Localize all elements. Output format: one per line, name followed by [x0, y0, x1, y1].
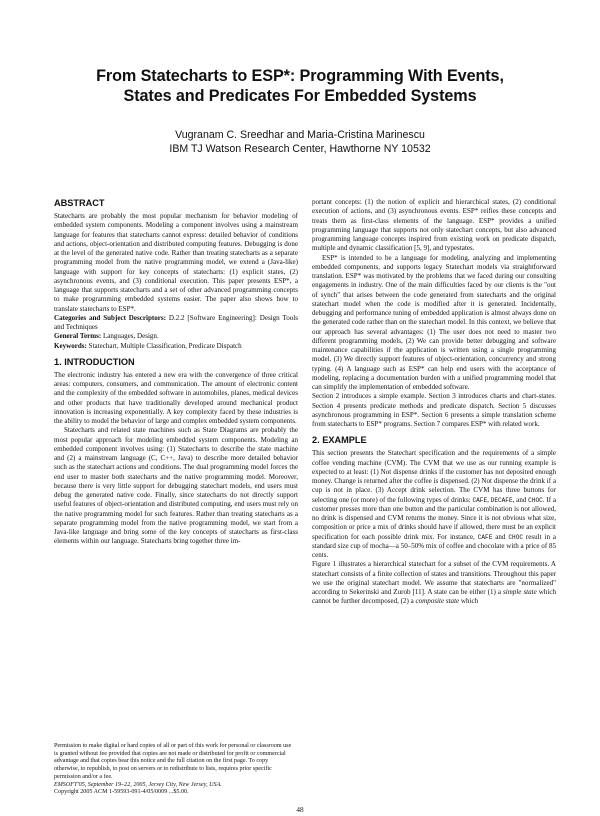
keywords-text: Statechart, Multiple Classification, Predicate Dispatch — [88, 341, 242, 350]
abstract-heading: ABSTRACT — [54, 198, 105, 208]
example-text-c: result in a standard size cup of mocha—a 50–50% mix of coffee and chocolate with a price of 85 cents. — [312, 532, 557, 559]
venue-text: EMSOFT'05, September 19–22, 2005, Jersey City, New Jersey, USA. — [54, 781, 222, 788]
example-heading: 2. EXAMPLE — [312, 435, 367, 446]
permission-text: Permission to make digital or hard copies of all or part of this work for personal or classroom use is granted without fee provided that copies are not made or distributed for profit or commercial advantage and that copies bear this notice and the full citation on the first page. To copy otherwise, to republish, to post on servers or to redistribute to lists, requires prior specific permission and/or a fee. — [54, 743, 292, 780]
right-paragraph-1: portant concepts: (1) the notion of explicit and hierarchical states, (2) conditional execution of actions, and (3) asynchronous events. ESP* reifies these concepts and treats them as first-class elements of the language. ESP* provides a unified programming language that supports not only statechart concepts, but also advanced programming language concepts inspired from existing work on predicate dispatch, multiple and dynamic classification [5, 9], and typestates. — [312, 198, 556, 253]
code-decafe: DECAFE — [490, 496, 513, 504]
authors: Vugranam C. Sreedhar and Maria-Cristina Marinescu — [175, 129, 425, 141]
terms-label: General Terms: — [54, 332, 102, 341]
code-choc: CHOC — [528, 496, 543, 504]
title-line-2: States and Predicates For Embedded Systems — [123, 87, 477, 105]
general-terms — [54, 332, 298, 341]
example-text-d: Figure 1 illustrates a hierarchical statechart for a subset of the CVM requirements. A statechart consists of a finite collection of states and transitions. Throughout this paper we use the original statechart model. We assume that statecharts are "normalized" according to Sekerinski and Zurob [11]. A state can be either (1) a — [312, 560, 556, 596]
terms-text: Languages, Design. — [102, 332, 159, 341]
example-text-b: . If a customer presses more than one button and the particular combination is not allowed, no drink is dispensed and CVM returns the money. Since it is not obvious what size, composition or price a mix of drinks should have if allowed, there must be an explicit specification for each possible drink mix. For instance, — [312, 495, 556, 541]
title-line-1: From Statecharts to ESP*: Programming With Events, — [96, 67, 504, 85]
categories-label: Categories and Subject Descriptors: — [54, 313, 166, 322]
code-cafe: CAFE — [472, 496, 488, 504]
permission-footnote — [54, 743, 294, 797]
intro-paragraph-1: The electronic industry has entered a new era with the convergence of three critical areas: computers, consumers, and communication. The amount of electronic content and the complexity of the embedded software in automobiles, planes, medical devices and other products that have traditionally developed around mechanical product innovation is increasing exponentially. A key complexity faced by these industries is the ability to model the behavior of large and complex embedded system components. — [54, 370, 298, 425]
abstract-text: Statecharts are probably the most popular mechanism for behavior modeling of embedded system components. Modeling a component involves using a mainstream language for features that statecharts cannot express: detailed behavior of conditions and actions, object-orientation and distributed computing features. Debugging is done at the level of the generated native code. Rather than treating statecharts as a separate programming model from the native programming model, we extend a (Java-like) language with support for key concepts of statecharts: (1) explicit states, (2) asynchronous events, and (3) conditional execution. This paper presents ESP*, a language that supports statecharts and a set of other advanced programming concepts to make programming embedded systems easier. The paper also shows how to translate statecharts to ESP*. — [54, 212, 298, 313]
intro-heading: 1. INTRODUCTION — [54, 356, 135, 367]
page-number: 48 — [296, 805, 304, 814]
composite-state-term: composite state — [415, 597, 460, 606]
right-column — [312, 198, 556, 607]
affiliation: IBM TJ Watson Research Center, Hawthorne NY 10532 — [169, 142, 431, 155]
example-text-f: which — [459, 597, 479, 606]
categories — [54, 314, 298, 333]
example-paragraph-1: This section presents the Statechart specification and the requirements of a simple coffee vending machine (CVM). The CVM that we use as our running example is expected to at least: (1) Not dispense drinks if the customer has not deposited enough money. Change is returned after the coffee is dispensed. (2) Not dispense the drink if a cup is not in place. (3) Accept drink selection. The CVM has three buttons for selecting one (or more) of the following types of drinks: CAFE, DECAFE, and CHOC. If a customer presses more than one button and the particular combination is not allowed, no drink is dispensed and CVM returns the money. Since it is not obvious what size, composition or price a mix of drinks should have if allowed, there must be an explicit specification for each possible drink mix. For instance, CAFE and CHOC result in a standard size cup of mocha—a 50–50% mix of coffee and chocolate with a price of 85 cents. — [312, 449, 557, 559]
right-paragraph-2: ESP* is intended to be a language for modeling, analyzing and implementing embedded components, and supports legacy Statechart models via straightforward translation. ESP* was motivated by the problems that we faced during our consulting engagements in industry. One of the main difficulties faced by our clients is the "out of synch" that arises between the code generated from statecharts and the original statechart model when the code is modified after it is generated. Incidentally, debugging and performance tuning of embedded application is almost always done on the generated code rather than on the statechart model. In this context, we believe that our approach has several advantages: (1) The user does not need to master two different programming models, (2) We can provide better debugging and software maintenance capabilities if the application is written using a single programming model. (3) We directly support features of object-orientation, concurrency and strong typing. (4) A language such as ESP* can help end users with the acceptance of modeling, replacing a documentation burden with a unified programming model that can simplify the implementation of embedded software. — [312, 253, 556, 391]
categories-text: D.2.2 [Software Engineering]: Design Tools and Techniques — [54, 313, 299, 331]
intro-paragraph-2: Statecharts and related state machines such as State Diagrams are probably the most popular approach for modeling embedded system components. Modeling an embedded component involves using: (1) Statecharts to describe the state machine and (2) a mainstream language (C, C++, Java) to describe more detailed behavior such as the statechart actions and conditions. The dual programming model forces the end user to master both statecharts and the native programming model. Moreover, because there is very little support for debugging statechart models, end users must debug the generated native code. Finally, since statecharts do not directly support useful features of object-orientation and distributed computing, end users must rely on the native programming model for such features. Rather than treating statecharts as a separate programming model from the native programming model, we start from a Java-like language and bring some of the key concepts of statecharts as first-class elements within our language. Statecharts bring together three im- — [54, 426, 298, 546]
simple-state-term: simple state — [503, 588, 537, 596]
code-choc-2: CHOC — [508, 533, 524, 541]
example-text-a: This section presents the Statechart specification and the requirements of a simple coffee vending machine (CVM). The CVM that we use as our running example is expected to at least: (1) Not dispense drinks if the customer has not deposited enough money. Change is returned after the coffee is dispensed. (2) Not dispense the drink if a cup is not in place. (3) Accept drink selection. The CVM has three buttons for selecting one (or more) of the following types of drinks: — [312, 449, 556, 504]
paper-title — [40, 66, 560, 106]
author-block — [40, 129, 560, 156]
left-column — [54, 198, 298, 547]
code-cafe-2: CAFE — [477, 533, 493, 541]
right-paragraph-3: Section 2 introduces a simple example. Section 3 introduces charts and chart-states. Section 4 presents predicate methods and predicate dispatch. Section 5 discusses asynchronous programming in ESP*. Section 6 presents a simple translation scheme from statecharts to ESP* programs. Section 7 compares ESP* with related work. — [312, 392, 556, 428]
example-text-e: which cannot be further decomposed, (2) a — [312, 588, 556, 606]
copyright-text: Copyright 2005 ACM 1-59593-091-4/05/0009 ...$5.00. — [54, 789, 189, 796]
keywords — [54, 342, 298, 351]
keywords-label: Keywords: — [54, 341, 87, 350]
example-paragraph-2 — [312, 560, 556, 606]
